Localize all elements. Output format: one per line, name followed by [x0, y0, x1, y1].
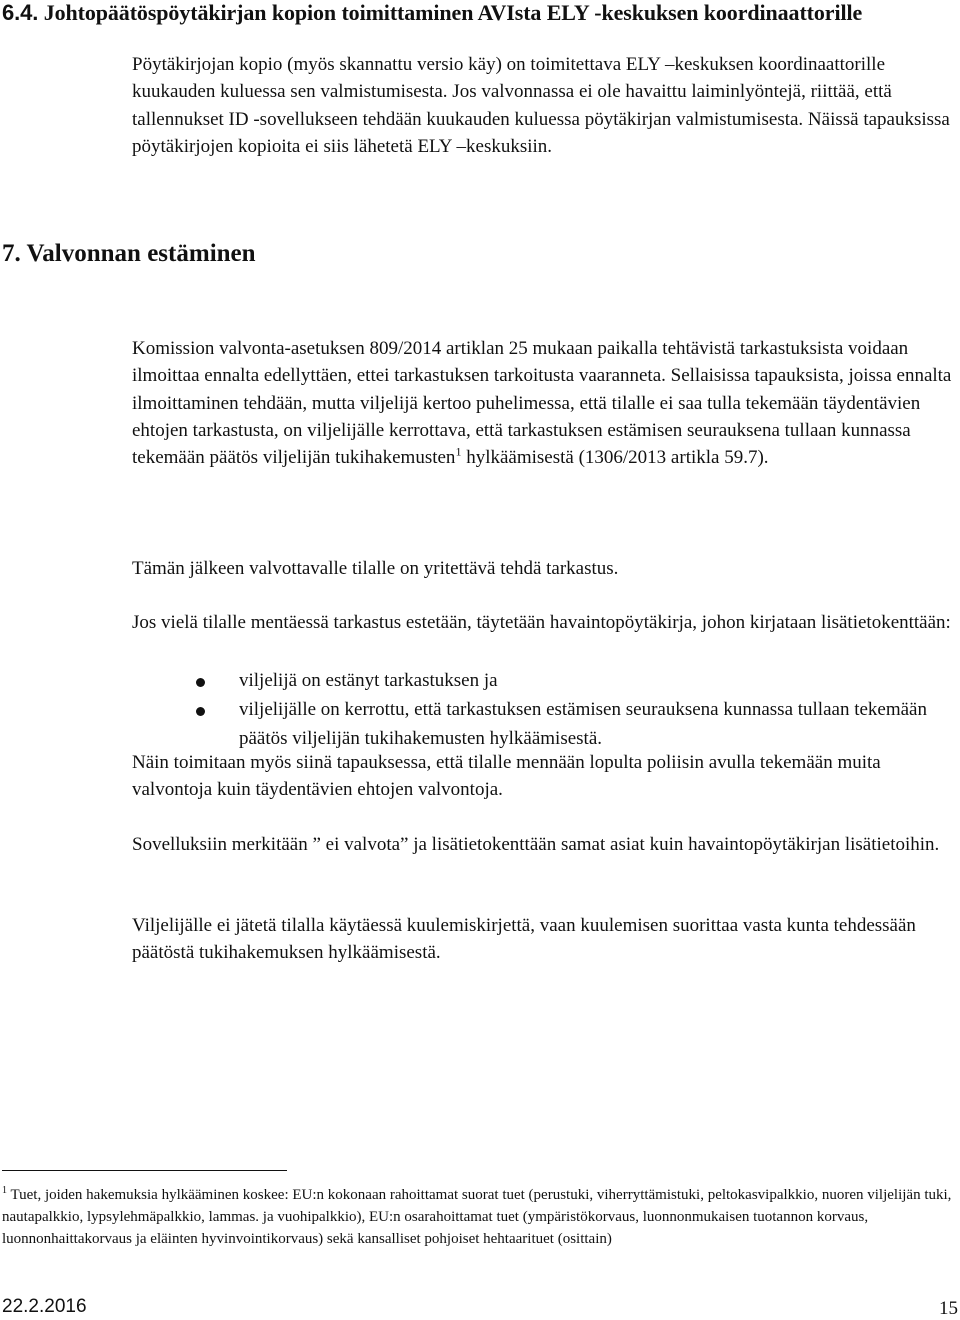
- footer-date: 22.2.2016: [2, 1296, 87, 1317]
- paragraph-text-cont: hylkäämisestä (1306/2013 artikla 59.7).: [461, 447, 769, 469]
- list-item-text: viljelijälle on kerrottu, että tarkastuksen estämisen seurauksena kunnassa tullaan tekemään päätös viljelijän tukihakemusten hylkäämisestä.: [239, 699, 927, 749]
- section-7-paragraph-2: Tämän jälkeen valvottavalle tilalle on yritettävä tehdä tarkastus.: [132, 558, 619, 579]
- footnote-reference[interactable]: 1: [455, 444, 462, 459]
- section-number: 6.4.: [2, 0, 39, 25]
- section-7-paragraph-5: Sovelluksiin merkitään ” ei valvota” ja lisätietokenttään samat asiat kuin havaintopöytäkirjan lisätietoihin.: [132, 834, 940, 855]
- section-7-paragraph-4: Näin toimitaan myös siinä tapauksessa, että tilalle mennään lopulta poliisin avulla tekemään muita valvontoja kuin täydentävien ehtojen valvontoja.: [132, 752, 881, 801]
- section-title: Johtopäätöspöytäkirjan kopion toimittaminen AVIsta ELY -keskuksen koordinaattorille: [43, 0, 863, 25]
- footnote: [2, 1184, 952, 1250]
- bullet-icon: [196, 707, 205, 716]
- footnote-marker: 1: [2, 1185, 7, 1196]
- list-item: [132, 666, 958, 695]
- bullet-list: [132, 666, 958, 753]
- list-item-text: viljelijä on estänyt tarkastuksen ja: [239, 670, 498, 691]
- section-7-paragraph-3: Jos vielä tilalle mentäessä tarkastus estetään, täytetään havaintopöytäkirja, johon kirjataan lisätietokenttään:: [132, 612, 951, 633]
- section-6-4-heading: [2, 0, 862, 26]
- page-number: 15: [939, 1298, 958, 1319]
- footnote-separator: [2, 1170, 287, 1171]
- section-6-4-paragraph: Pöytäkirjojan kopio (myös skannattu versio käy) on toimitettava ELY –keskuksen koordinaattorille kuukauden kuluessa sen valmistumisesta. Jos valvonnassa ei ole havaittu laiminlyöntejä, riittää, että tallennukset ID -sovellukseen tehdään kuukauden kuluessa pöytäkirjan valmistumisesta. Näissä tapauksissa pöytäkirjojen kopioita ei siis lähetetä ELY –keskuksiin.: [132, 54, 950, 157]
- bullet-icon: [196, 678, 205, 687]
- list-item: [132, 695, 958, 753]
- footnote-text: Tuet, joiden hakemuksia hylkääminen koskee: EU:n kokonaan rahoittamat suorat tuet (perustuki, viherryttämistuki, peltokasvipalkkio, nuoren viljelijän tuki, nautapalkkio, lypsylehmäpalkkio, lammas. ja vuohipalkkio), EU:n osarahoittamat tuet (ympäristökorvaus, luonnonmukaisen tuotannon korvaus, luonnonhaittakorvaus ja eläinten hyvinvointikorvaus) sekä kansalliset pohjoiset hehtaarituet (osittain): [2, 1187, 952, 1247]
- section-7-heading: 7. Valvonnan estäminen: [2, 240, 256, 267]
- paragraph-text: Komission valvonta-asetuksen 809/2014 artiklan 25 mukaan paikalla tehtävistä tarkastuksista voidaan ilmoittaa ennalta edellyttäen, ettei tarkastuksen tarkoitusta vaaranneta. Sellaisissa tapauksista, joissa ennalta ilmoittaminen tehdään, mutta viljelijä kertoo puhelimessa, että tilalle ei saa tulla tekemään täydentävien ehtojen tarkastusta, on viljelijälle kerrottava, että tarkastuksen estämisen seurauksena tullaan kunnassa tekemään päätös viljelijän tukihakemusten: [132, 338, 952, 469]
- section-7-paragraph-1: [132, 335, 958, 471]
- section-7-paragraph-6: Viljelijälle ei jätetä tilalla käytäessä kuulemiskirjettä, vaan kuulemisen suorittaa vasta kunta tehdessään päätöstä tukihakemuksen hylkäämisestä.: [132, 915, 916, 964]
